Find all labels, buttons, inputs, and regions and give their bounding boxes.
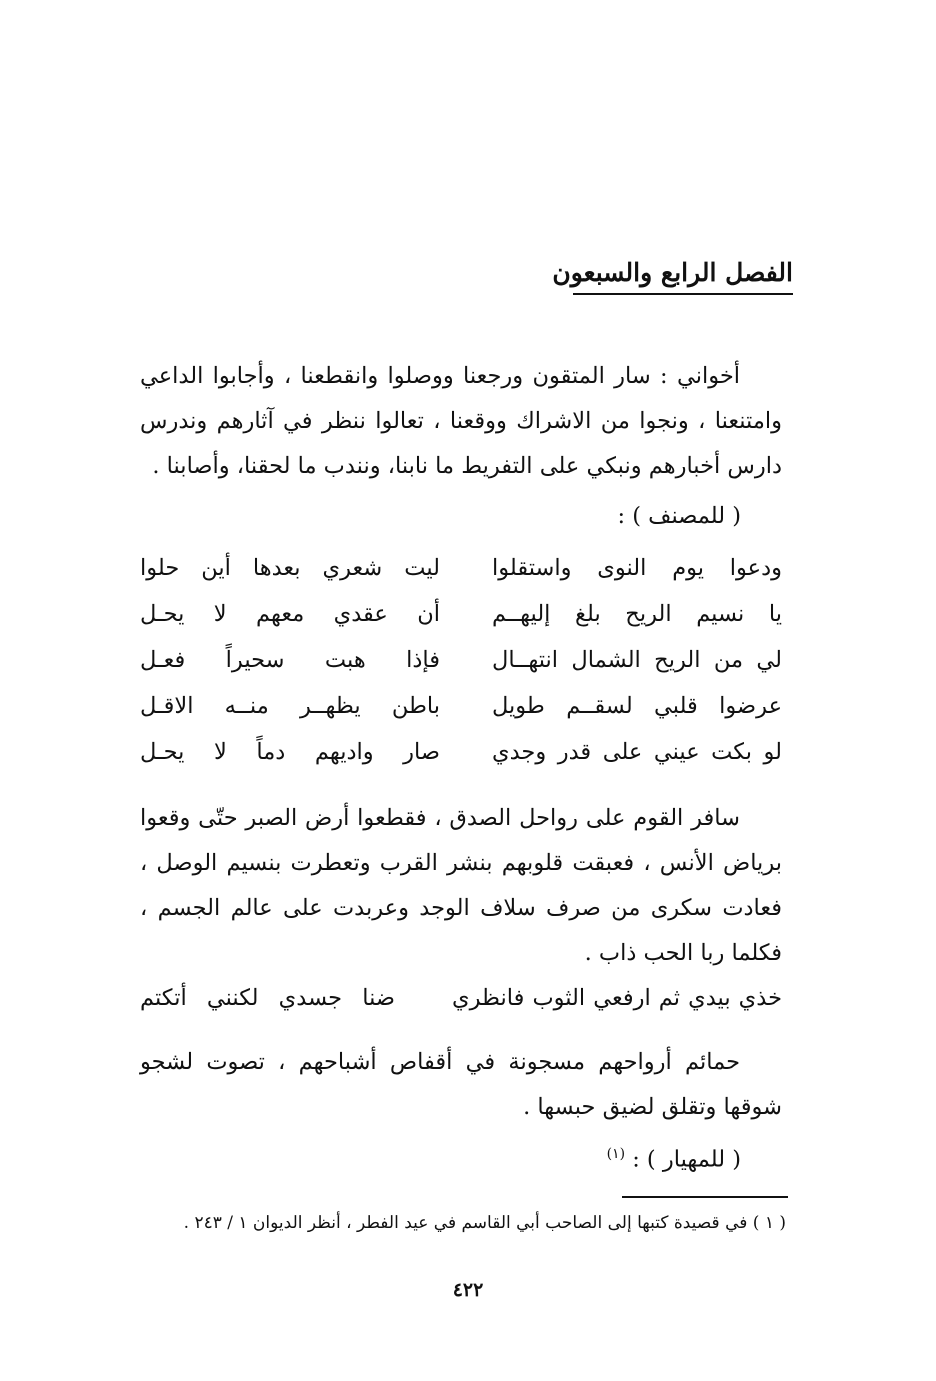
paragraph-3 (140, 1040, 782, 1130)
footnote: ( ١ ) في قصيدة كتبها إلى الصاحب أبي القاسم في عيد الفطر ، أنظر الديوان ١ / ٢٤٣ . (183, 1213, 786, 1233)
verse-first-hemistich: ودعوا يوم النوى واستقلوا (492, 555, 782, 581)
verse-line (140, 638, 782, 682)
verse-second-hemistich: ليت شعري بعدها أين حلوا (140, 555, 440, 581)
verse-second-hemistich: ضنا جسدي لكنني أتكتم (140, 985, 395, 1011)
verse-first-hemistich: لي من الريح الشمال انتهــال (492, 647, 782, 673)
verse-line (140, 684, 782, 728)
verse-first-hemistich: لو بكت عيني على قدر وجدي (492, 739, 782, 765)
verse-second-hemistich: باطن يظهــر منــه الاقـل (140, 693, 440, 719)
verse-line (140, 592, 782, 636)
chapter-title: الفصل الرابع والسبعون (552, 258, 793, 287)
verse-first-hemistich: خذي بيدي ثم ارفعي الثوب فانظري (452, 985, 782, 1011)
paragraph-1 (140, 354, 782, 489)
verse-line (140, 730, 782, 774)
footnote-reference: (١) (606, 1146, 626, 1162)
paragraph-3-text: حمائم أرواحهم مسجونة في أقفاص أشباحهم ، تصوت لشجو شوقها وتقلق لضيق حبسها . (140, 1049, 782, 1120)
verse-second-hemistich: فإذا هبت سحيراً فعـل (140, 647, 440, 673)
paragraph-1-text: أخواني : سار المتقون ورجعنا ووصلوا وانقطعنا ، وأجابوا الداعي وامتنعنا ، ونجوا من الاشراك ووقعنا ، تعالوا ننظر في آثارهم وندرس دارس أخبارهم ونبكي على التفريط ما نابنا، ونندب ما لحقنا، وأصابنا . (140, 363, 782, 479)
verse-second-hemistich: صار واديهم دماً لا يحـل (140, 739, 440, 765)
attribution-mihyar (607, 1134, 741, 1180)
verse-line (140, 976, 782, 1020)
paragraph-2-text: سافر القوم على رواحل الصدق ، فقطعوا أرض الصبر حتّى وقعوا برياض الأنس ، فعبقت قلوبهم بنشر القرب وتعطرت بنسيم الوصل ، فعادت سكرى من صرف سلاف الوجد وعربدت على عالم الجسم ، فكلما ربا الحب ذاب . (140, 805, 782, 966)
footnote-separator (622, 1196, 788, 1198)
attribution-author: ( للمصنف ) : (617, 503, 741, 529)
page-number: ٤٢٢ (452, 1279, 484, 1301)
verse-second-hemistich: أن عقدي معهم لا يحـل (140, 601, 440, 627)
verse-line (140, 546, 782, 590)
verse-first-hemistich: يا نسيم الريح بلغ إليهــم (492, 601, 782, 627)
title-underline (573, 293, 793, 295)
paragraph-2 (140, 796, 782, 976)
attribution-mihyar-text: ( للمهيار ) : (632, 1146, 741, 1173)
verse-first-hemistich: عرضوا قلبي لسقــم طويل (492, 693, 782, 719)
